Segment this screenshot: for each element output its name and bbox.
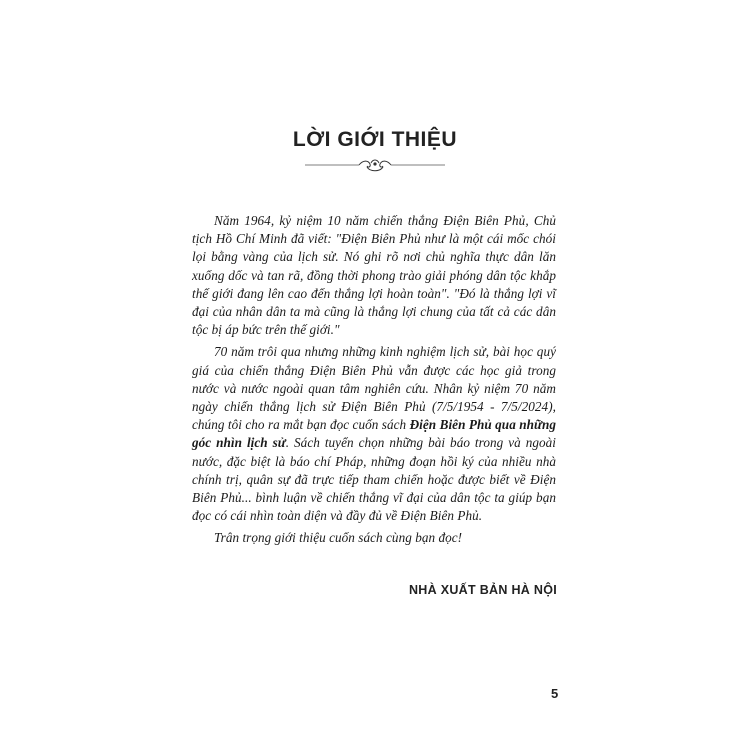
- paragraph-2: [192, 343, 556, 525]
- paragraph-3: Trân trọng giới thiệu cuốn sách cùng bạn đọc!: [214, 530, 463, 546]
- page-title: LỜI GIỚI THIỆU: [292, 128, 458, 151]
- paragraph-2-part-1: 70 năm trôi qua nhưng những kinh nghiệm lịch sử, bài học quý giá của chiến thắng Điện Biên Phủ vẫn được các học giả trong nước và nước ngoài quan tâm nghiên cứu. Nhân kỷ niệm 70 năm ngày chiến thắng lịch sử Điện Biên Phủ (7/5/1954 - 7/5/2024), chúng tôi cho ra mắt bạn đọc cuốn sách: [192, 344, 556, 433]
- introduction-text: [192, 212, 556, 552]
- flourish-divider-icon: [305, 158, 445, 174]
- paragraph-1: Năm 1964, kỷ niệm 10 năm chiến thắng Điện Biên Phủ, Chủ tịch Hồ Chí Minh đã viết: "Điện Biên Phủ như là một cái mốc chói lọi bằng vàng của lịch sử. Nó ghi rõ nơi chủ nghĩa thực dân lăn xuống dốc và tan rã, đồng thời phong trào giải phóng dân tộc khắp thế giới đang lên cao đến thắng lợi hoàn toàn". "Đó là thắng lợi vĩ đại của nhân dân ta mà cũng là thắng lợi chung của tất cả các dân tộc bị áp bức trên thế giới.": [192, 213, 556, 338]
- publisher-signature: NHÀ XUẤT BẢN HÀ NỘI: [408, 583, 557, 597]
- page-number: 5: [551, 686, 559, 701]
- paragraph-2-part-2: . Sách tuyển chọn những bài báo trong và ngoài nước, đặc biệt là báo chí Pháp, những đoạn hồi ký của nhiều nhà chính trị, quân sự đã trực tiếp tham chiến hoặc được biết về Điện Biên Phủ... bình luận về chiến thắng vĩ đại của dân tộc ta giúp bạn đọc có cái nhìn toàn diện và đầy đủ về Điện Biên Phủ.: [192, 435, 556, 524]
- book-title: Điện Biên Phủ qua những góc nhìn lịch sử: [192, 417, 557, 451]
